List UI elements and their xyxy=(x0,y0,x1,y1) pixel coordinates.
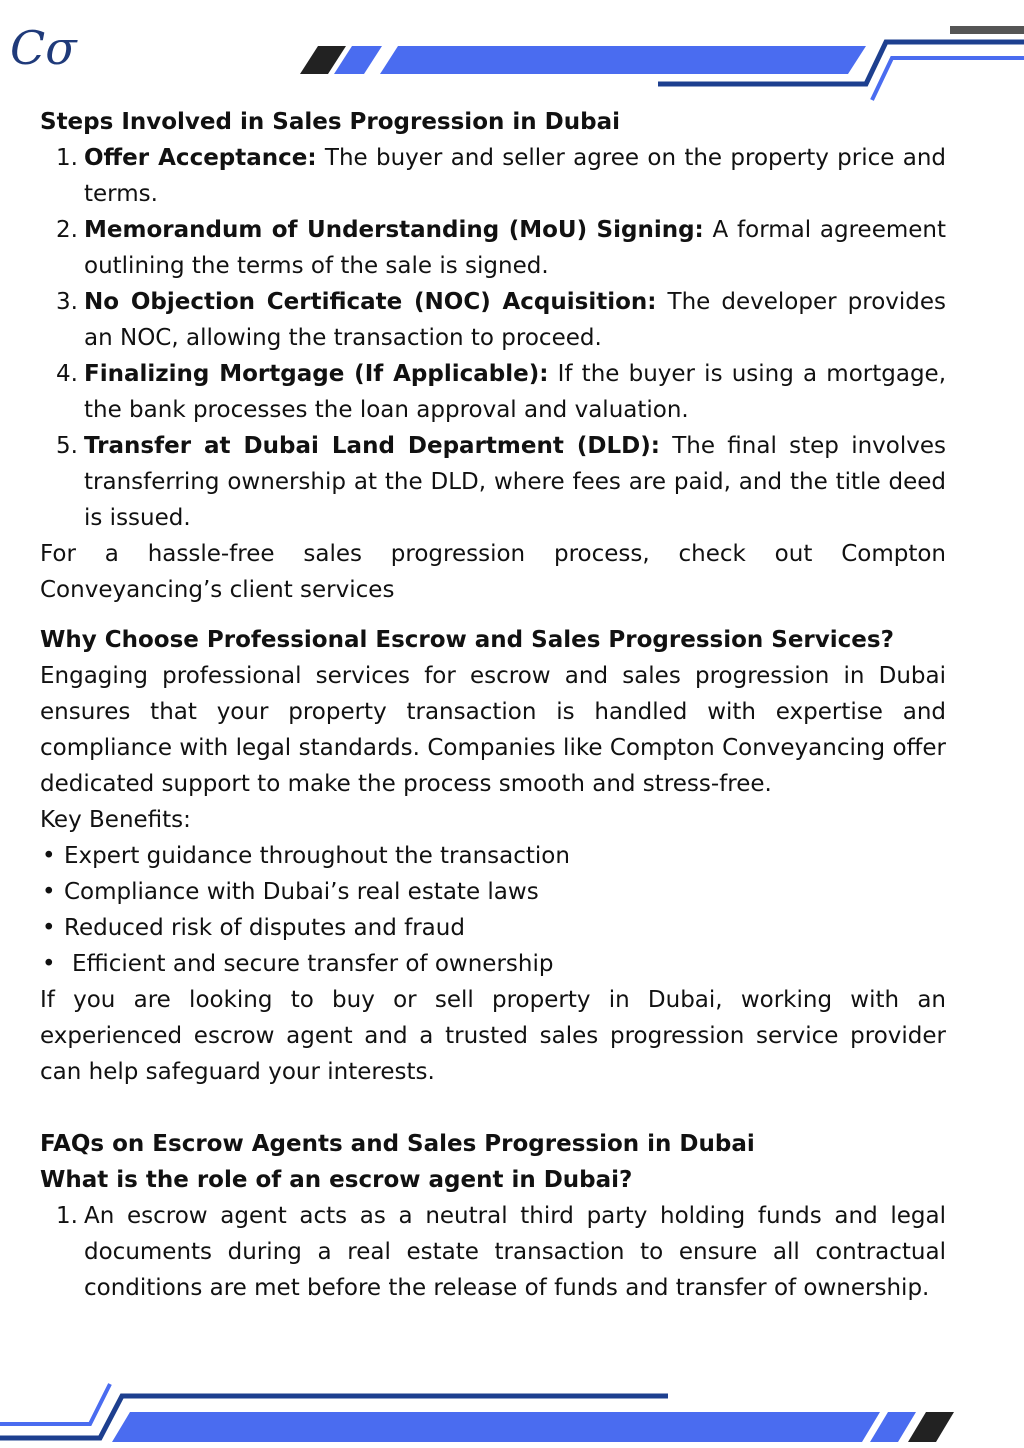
step-text: The buyer and seller agree on the property price and terms. xyxy=(84,145,946,207)
bullet-marker: • xyxy=(42,843,56,869)
section-heading-faqs: FAQs on Escrow Agents and Sales Progression in Dubai xyxy=(40,1131,755,1157)
faq-answer-text: An escrow agent acts as a neutral third party holding funds and legal documents during a real estate transaction to ensure all contractual conditions are met before the release of funds and transfer of ownership. xyxy=(84,1203,946,1301)
step-number: 5. xyxy=(56,433,78,459)
footer-dark-stripe xyxy=(908,1412,954,1442)
step-text: The developer provides an NOC, allowing the transaction to proceed. xyxy=(84,289,947,351)
benefit-text: Compliance with Dubai’s real estate laws xyxy=(64,879,539,905)
step-title: No Objection Certificate (NOC) Acquisition: xyxy=(84,289,657,315)
answer-number: 1. xyxy=(56,1203,78,1229)
bullet-marker: • xyxy=(42,879,56,905)
header-blue-line xyxy=(872,58,1024,100)
step-title: Offer Acceptance: xyxy=(84,145,317,171)
step-item xyxy=(40,356,946,428)
header-decoration xyxy=(0,0,1024,110)
faq-answer-item xyxy=(40,1198,946,1306)
benefit-item xyxy=(40,874,946,910)
benefit-text: Reduced risk of disputes and fraud xyxy=(64,915,465,941)
bullet-marker: • xyxy=(42,951,56,977)
benefit-text: Expert guidance throughout the transaction xyxy=(64,843,570,869)
step-number: 4. xyxy=(56,361,78,387)
step-number: 2. xyxy=(56,217,78,243)
why-choose-closing: If you are looking to buy or sell property in Dubai, working with an experienced escrow agent and a trusted sales progression service provider can help safeguard your interests. xyxy=(40,987,946,1085)
benefit-item xyxy=(40,838,946,874)
step-title: Transfer at Dubai Land Department (DLD): xyxy=(84,433,660,459)
steps-list xyxy=(40,140,946,536)
step-item xyxy=(40,284,946,356)
benefit-item xyxy=(40,946,946,982)
footer-blue-line xyxy=(0,1384,110,1424)
document-body xyxy=(40,104,946,1306)
footer-decoration xyxy=(0,1380,1024,1448)
benefit-item xyxy=(40,910,946,946)
logo-mark: Cσ xyxy=(10,21,77,75)
header-gray-bar xyxy=(950,26,1024,34)
step-text: The final step involves transferring ownership at the DLD, where fees are paid, and the title deed is issued. xyxy=(84,433,947,531)
step-text: A formal agreement outlining the terms of the sale is signed. xyxy=(84,217,946,279)
header-blue-bar xyxy=(380,46,866,74)
benefit-text: Efficient and secure transfer of ownership xyxy=(72,951,554,977)
footer-blue-bar xyxy=(112,1412,880,1442)
section-heading-why-choose: Why Choose Professional Escrow and Sales Progression Services? xyxy=(40,627,894,653)
steps-closing-paragraph: For a hassle-free sales progression process, check out Compton Conveyancing’s client services xyxy=(40,541,946,603)
step-title: Finalizing Mortgage (If Applicable): xyxy=(84,361,549,387)
faq-answer-list xyxy=(40,1198,946,1306)
step-item xyxy=(40,140,946,212)
logo xyxy=(4,4,84,84)
section-heading-steps: Steps Involved in Sales Progression in Dubai xyxy=(40,109,620,135)
bullet-marker: • xyxy=(42,915,56,941)
step-item xyxy=(40,428,946,536)
why-choose-intro: Engaging professional services for escrow and sales progression in Dubai ensures that your property transaction is handled with expertise and compliance with legal standards. Companies like Compton Conveyancing offer dedicated support to make the process smooth and stress-free. xyxy=(40,663,946,797)
step-title: Memorandum of Understanding (MoU) Signing: xyxy=(84,217,704,243)
step-text: If the buyer is using a mortgage, the bank processes the loan approval and valuation. xyxy=(84,361,947,423)
key-benefits-label: Key Benefits: xyxy=(40,807,191,833)
step-item xyxy=(40,212,946,284)
step-number: 3. xyxy=(56,289,78,315)
step-number: 1. xyxy=(56,145,78,171)
benefits-list xyxy=(40,838,946,982)
faq-question: What is the role of an escrow agent in Dubai? xyxy=(40,1167,633,1193)
